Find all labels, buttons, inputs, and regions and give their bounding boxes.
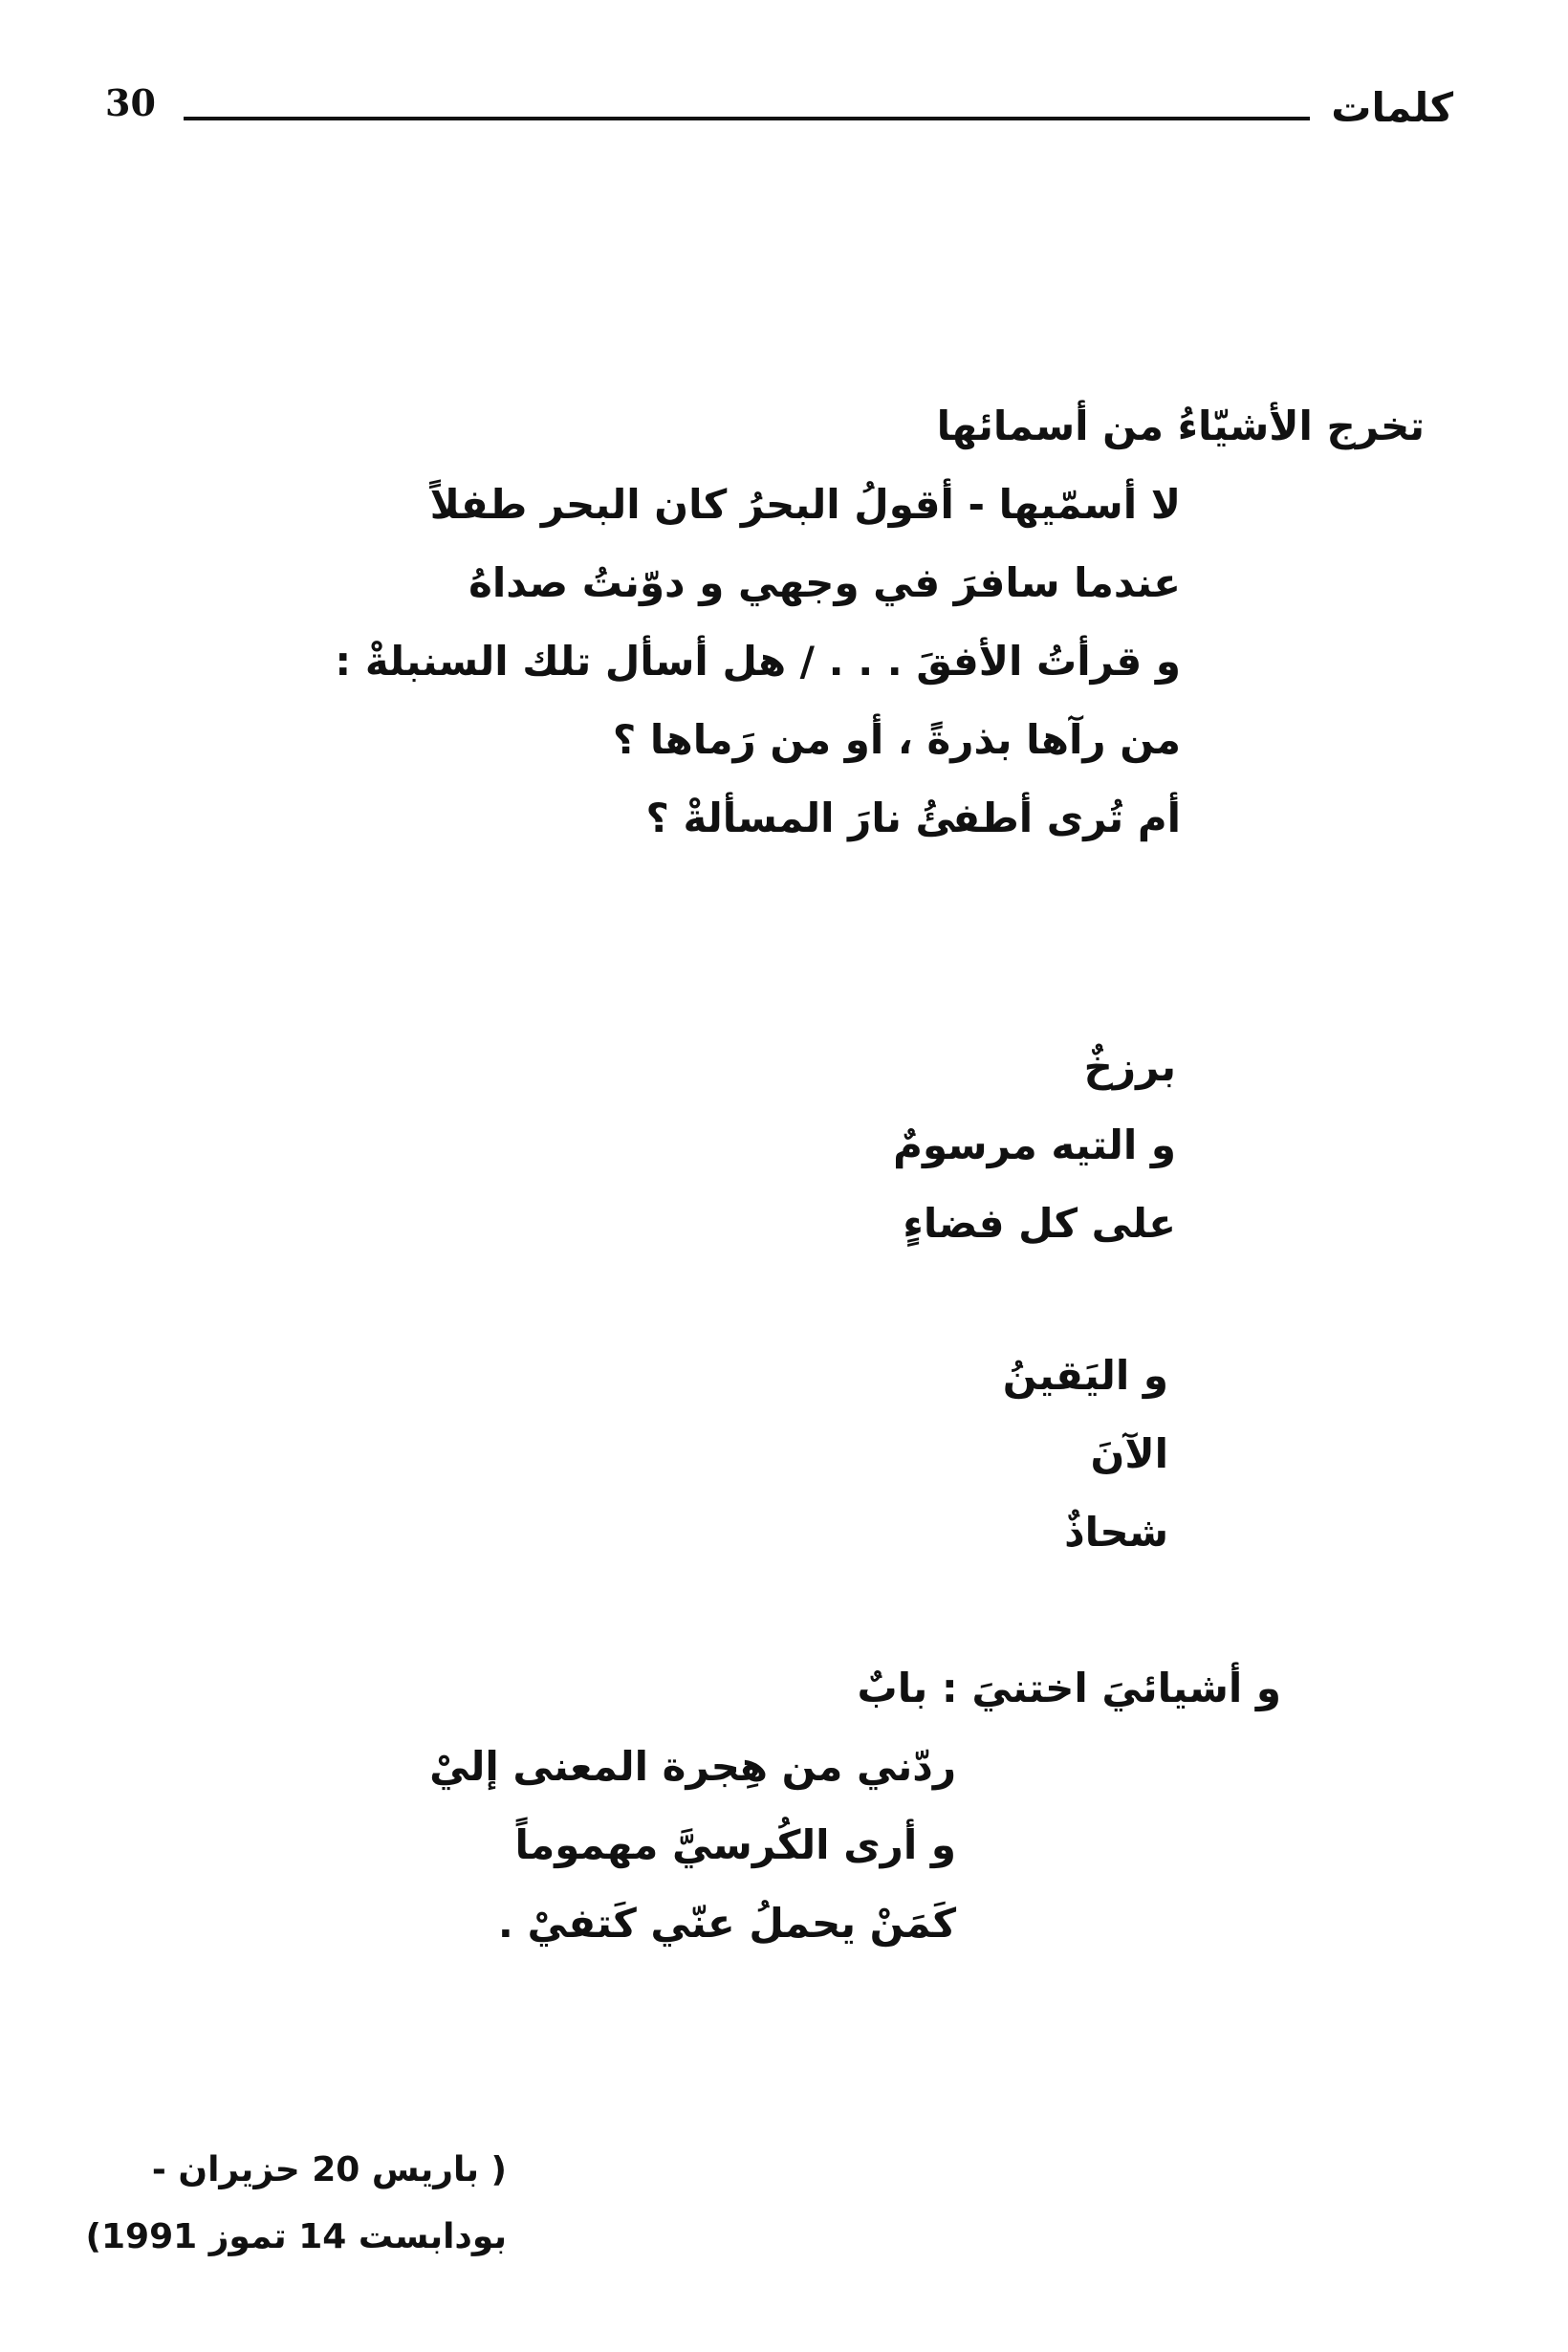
stanza-3	[1003, 1337, 1168, 1572]
poem-line: شحاذٌ	[1064, 1509, 1168, 1556]
dateline	[86, 2137, 507, 2271]
poem-line: على كل فضاءٍ	[903, 1200, 1176, 1247]
poem-line: عندما سافرَ في وجهي و دوّنتُ صداهُ	[468, 559, 1181, 606]
poem-line: من رآها بذرةً ، أو من رَماها ؟	[612, 716, 1181, 763]
poem-line: و التيه مرسومٌ	[893, 1122, 1176, 1168]
poem-line: كَمَنْ يحملُ عنّي كَتفيْ .	[497, 1900, 956, 1947]
poem-line: و قرأتُ الأفقَ . . . / هل أسأل تلك السنبلةْ :	[335, 638, 1181, 685]
stanza-2	[893, 1028, 1176, 1263]
poem-line: لا أسمّيها - أقولُ البحرُ كان البحر طفلاً	[429, 481, 1181, 528]
page-header	[105, 75, 1453, 132]
running-title: كلمات	[1331, 84, 1453, 131]
poem-line: و أرى الكُرسيَّ مهموماً	[514, 1821, 956, 1868]
dateline-line-2: بودابست 14 تموز 1991)	[85, 2217, 507, 2256]
stanza-4	[429, 1649, 1281, 1963]
poem-line: ردّني من هِجرة المعنى إليْ	[429, 1743, 956, 1790]
header-rule	[184, 117, 1310, 120]
stanza-1	[335, 387, 1425, 858]
poem-line: أم تُرى أطفئُ نارَ المسألةْ ؟	[645, 795, 1181, 841]
dateline-line-1: ( باريس 20 حزيران -	[151, 2150, 507, 2189]
poem-line: و اليَقينُ	[1002, 1352, 1168, 1399]
poem-line: تخرج الأشيّاءُ من أسمائها	[936, 403, 1425, 449]
page-number: 30	[105, 81, 156, 124]
poem-line: و أشيائيَ اختنيَ : بابٌ	[857, 1665, 1281, 1711]
poem-line: برزخٌ	[1083, 1043, 1176, 1090]
poem-line: الآنَ	[1090, 1430, 1168, 1477]
